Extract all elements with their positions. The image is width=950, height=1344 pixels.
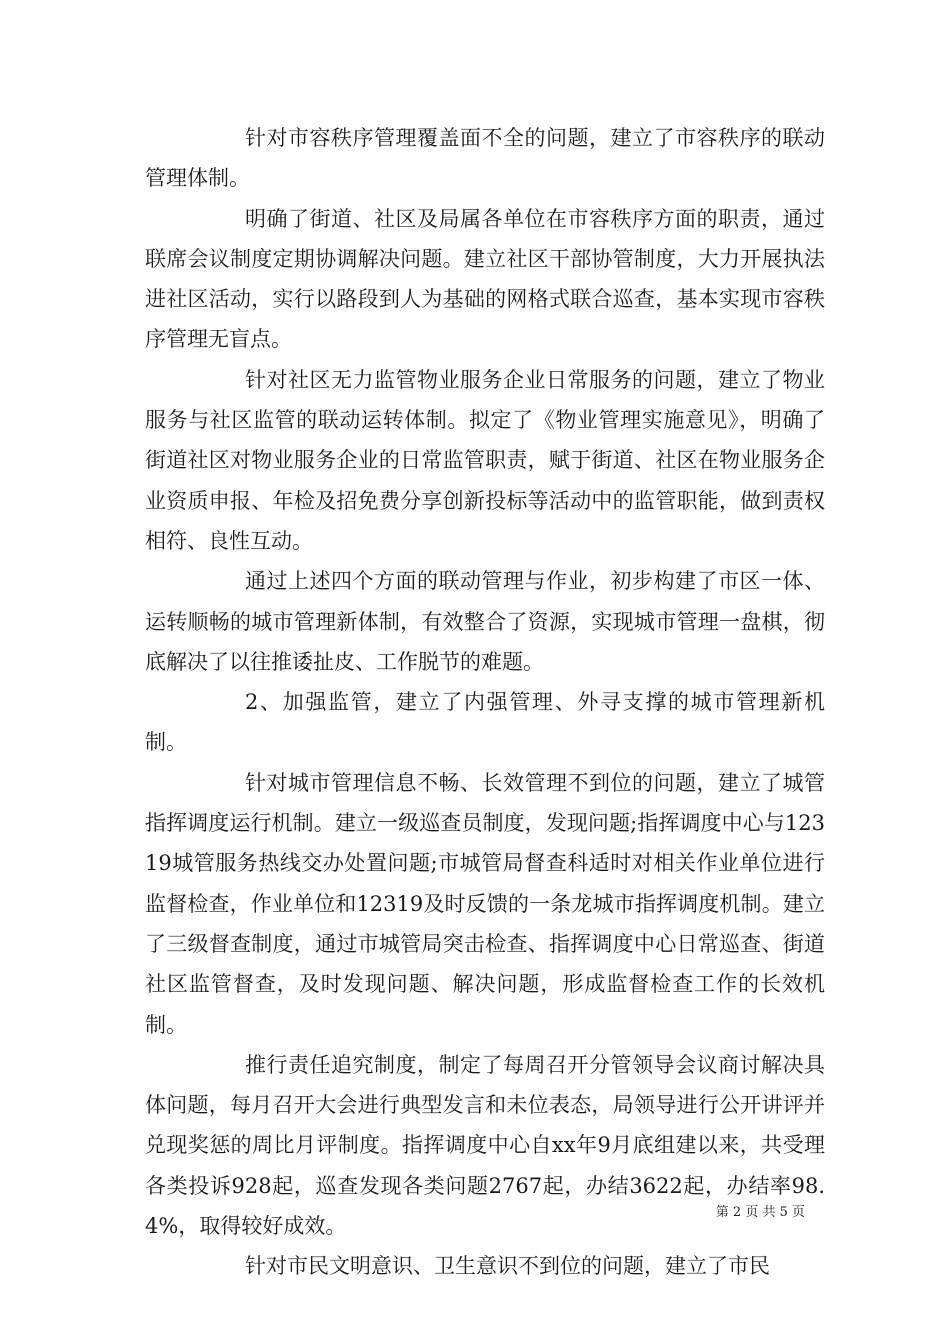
paragraph-1: 针对市容秩序管理覆盖面不全的问题，建立了市容秩序的联动管理体制。 bbox=[145, 126, 825, 191]
document-body bbox=[145, 118, 825, 1287]
paragraph-7: 推行责任追究制度，制定了每周召开分管领导会议商讨解决具体问题，每月召开大会进行典型发言和未位表态，局领导进行公开讲评并兑现奖惩的周比月评制度。指挥调度中心自xx年9月底组建以来，共受理各类投诉928起，巡查发现各类问题2767起，办结3622起，办结率98.4%，取得较好成效。 bbox=[145, 1052, 825, 1239]
paragraph-6: 针对城市管理信息不畅、长效管理不到位的问题，建立了城管指挥调度运行机制。建立一级巡查员制度，发现问题;指挥调度中心与12319城管服务热线交办处置问题;市城管局督查科适时对相关作业单位进行监督检查，作业单位和12319及时反馈的一条龙城市指挥调度机制。建立了三级督查制度，通过市城管局突击检查、指挥调度中心日常巡查、街道社区监管督查，及时发现问题、解决问题，形成监督检查工作的长效机制。 bbox=[145, 770, 825, 1037]
paragraph-5: 2、加强监管，建立了内强管理、外寻支撑的城市管理新机制。 bbox=[145, 690, 825, 755]
paragraph-8: 针对市民文明意识、卫生意识不到位的问题，建立了市民 bbox=[245, 1254, 770, 1279]
paragraph-2: 明确了街道、社区及局属各单位在市容秩序方面的职责，通过联席会议制度定期协调解决问题。建立社区干部协管制度，大力开展执法进社区活动，实行以路段到人为基础的网格式联合巡查，基本实现市容秩序管理无盲点。 bbox=[145, 206, 825, 352]
paragraph-3: 针对社区无力监管物业服务企业日常服务的问题，建立了物业服务与社区监管的联动运转体制。拟定了《物业管理实施意见》，明确了街道社区对物业服务企业的日常监管职责，赋于街道、社区在物业服务企业资质申报、年检及招免费分享创新投标等活动中的监管职能，做到责权相符、良性互动。 bbox=[145, 367, 825, 553]
page-number-footer: 第 2 页 共 5 页 bbox=[715, 1205, 805, 1220]
paragraph-4: 通过上述四个方面的联动管理与作业，初步构建了市区一体、运转顺畅的城市管理新体制，有效整合了资源，实现城市管理一盘棋，彻底解决了以往推诿扯皮、工作脱节的难题。 bbox=[145, 569, 825, 674]
